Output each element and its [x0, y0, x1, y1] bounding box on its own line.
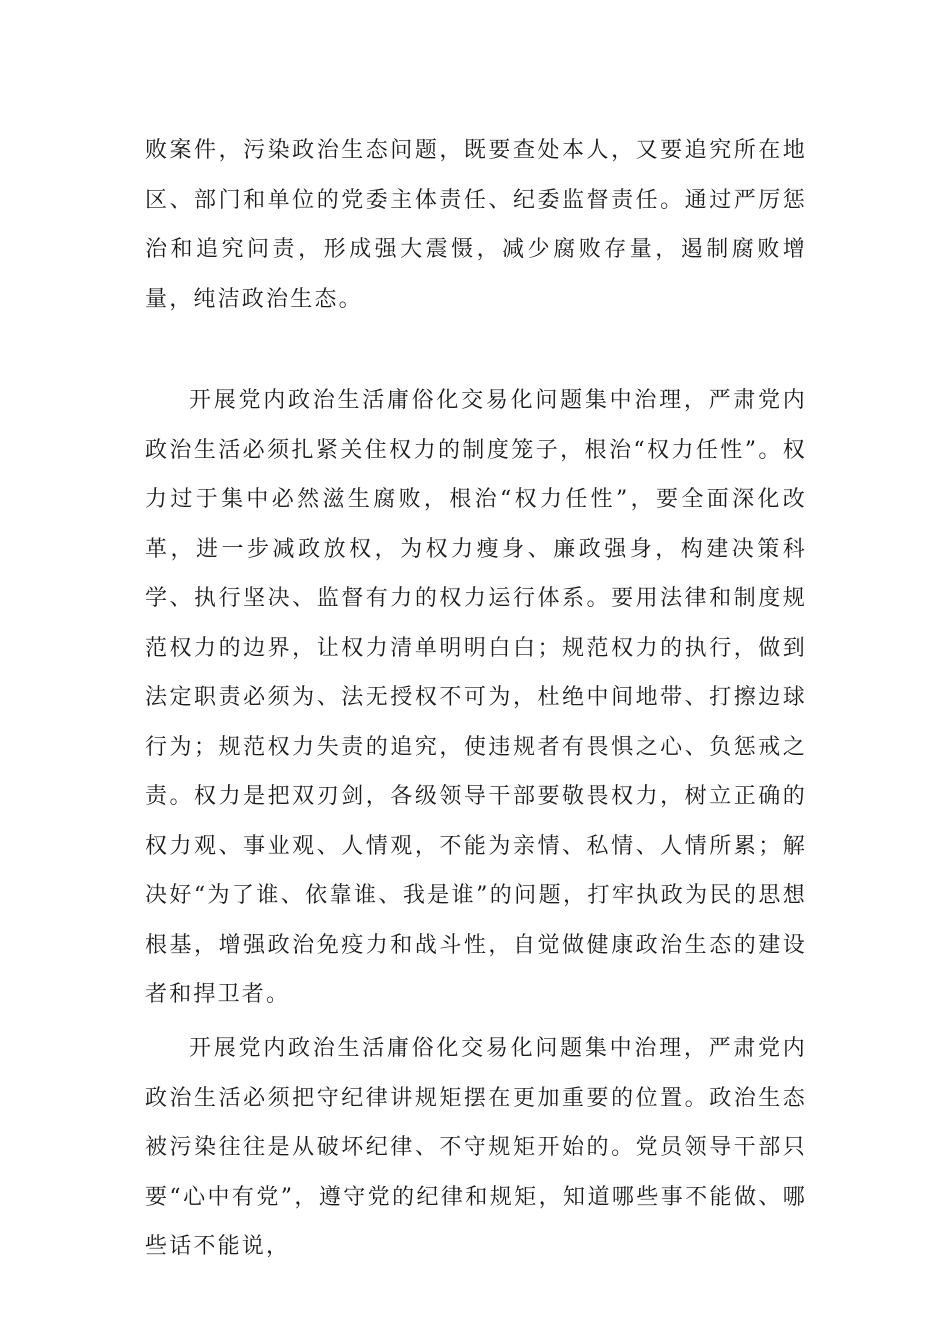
paragraph-continuation: 败案件，污染政治生态问题，既要查处本人，又要追究所在地区、部门和单位的党委主体责任、纪委监督责任。通过严厉惩治和追究问责，形成强大震慑，减少腐败存量，遏制腐败增量，纯洁政治生态。 [145, 138, 807, 312]
paragraph-power-institution: 开展党内政治生活庸俗化交易化问题集中治理，严肃党内政治生活必须扎紧关住权力的制度笼子，根治“权力任性”。权力过于集中必然滋生腐败，根治“权力任性”，要全面深化改革，进一步减政放权，为权力瘦身、廉政强身，构建决策科学、执行坚决、监督有力的权力运行体系。要用法律和制度规范权力的边界，让权力清单明明白白；规范权力的执行，做到法定职责必须为、法无授权不可为，杜绝中间地带、打擦边球行为；规范权力失责的追究，使违规者有畏惧之心、负惩戒之责。权力是把双刃剑，各级领导干部要敬畏权力，树立正确的权力观、事业观、人情观，不能为亲情、私情、人情所累；解决好“为了谁、依靠谁、我是谁”的问题，打牢执政为民的思想根基，增强政治免疫力和战斗性，自觉做健康政治生态的建设者和捍卫者。 [145, 388, 807, 1007]
paragraph-discipline-rules: 开展党内政治生活庸俗化交易化问题集中治理，严肃党内政治生活必须把守纪律讲规矩摆在更加重要的位置。政治生态被污染往往是从破坏纪律、不守规矩开始的。党员领导干部只要“心中有党”，遵守党的纪律和规矩，知道哪些事不能做、哪些话不能说， [145, 1036, 807, 1259]
